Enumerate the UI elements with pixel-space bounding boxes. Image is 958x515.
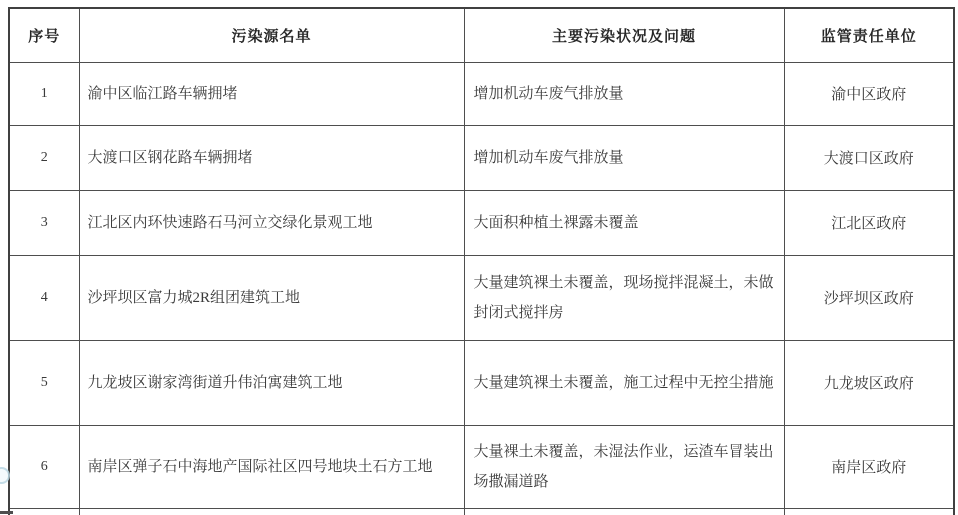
- pollution-status-cell: 增加机动车废气排放量: [464, 62, 784, 125]
- pollution-source-cell: 九龙坡区谢家湾街道升伟泊寓建筑工地: [79, 340, 464, 425]
- pollution-status-cell-partial: [464, 508, 784, 515]
- header-serial-number: 序号: [9, 8, 79, 62]
- responsible-unit-cell: 南岸区政府: [784, 425, 954, 508]
- pollution-source-cell: 渝中区临江路车辆拥堵: [79, 62, 464, 125]
- pollution-status-cell: 大面积种植土裸露未覆盖: [464, 190, 784, 255]
- serial-number-cell: 6: [9, 425, 79, 508]
- responsible-unit-cell: 渝中区政府: [784, 62, 954, 125]
- serial-number-cell-partial: [9, 508, 79, 515]
- serial-number-cell: 1: [9, 62, 79, 125]
- pollution-source-cell: 大渡口区钢花路车辆拥堵: [79, 125, 464, 190]
- pollution-status-cell: 大量建筑裸土未覆盖，现场搅拌混凝土，未做封闭式搅拌房: [464, 255, 784, 340]
- header-responsible-unit: 监管责任单位: [784, 8, 954, 62]
- table-row-partial: [9, 508, 954, 515]
- header-pollution-source: 污染源名单: [79, 8, 464, 62]
- serial-number-cell: 2: [9, 125, 79, 190]
- table-row: [9, 425, 954, 508]
- responsible-unit-cell: 沙坪坝区政府: [784, 255, 954, 340]
- table-header: [9, 8, 954, 62]
- pollution-source-cell: 江北区内环快速路石马河立交绿化景观工地: [79, 190, 464, 255]
- pollution-status-cell: 大量建筑裸土未覆盖，施工过程中无控尘措施: [464, 340, 784, 425]
- serial-number-cell: 4: [9, 255, 79, 340]
- responsible-unit-cell: 江北区政府: [784, 190, 954, 255]
- serial-number-cell: 5: [9, 340, 79, 425]
- table-row: [9, 340, 954, 425]
- responsible-unit-cell-partial: [784, 508, 954, 515]
- serial-number-cell: 3: [9, 190, 79, 255]
- table-row: [9, 255, 954, 340]
- pollution-status-cell: 增加机动车废气排放量: [464, 125, 784, 190]
- header-row: [9, 8, 954, 62]
- pollution-status-cell: 大量裸土未覆盖，未湿法作业，运渣车冒装出场撒漏道路: [464, 425, 784, 508]
- bottom-left-line-fragment: [0, 511, 13, 514]
- header-pollution-status: 主要污染状况及问题: [464, 8, 784, 62]
- pollution-source-cell-partial: [79, 508, 464, 515]
- pollution-source-cell: 沙坪坝区富力城2R组团建筑工地: [79, 255, 464, 340]
- responsible-unit-cell: 九龙坡区政府: [784, 340, 954, 425]
- table-row: [9, 190, 954, 255]
- responsible-unit-cell: 大渡口区政府: [784, 125, 954, 190]
- pollution-source-cell: 南岸区弹子石中海地产国际社区四号地块土石方工地: [79, 425, 464, 508]
- pollution-source-table: [8, 7, 955, 515]
- table-row: [9, 62, 954, 125]
- table-row: [9, 125, 954, 190]
- table-body: [9, 62, 954, 515]
